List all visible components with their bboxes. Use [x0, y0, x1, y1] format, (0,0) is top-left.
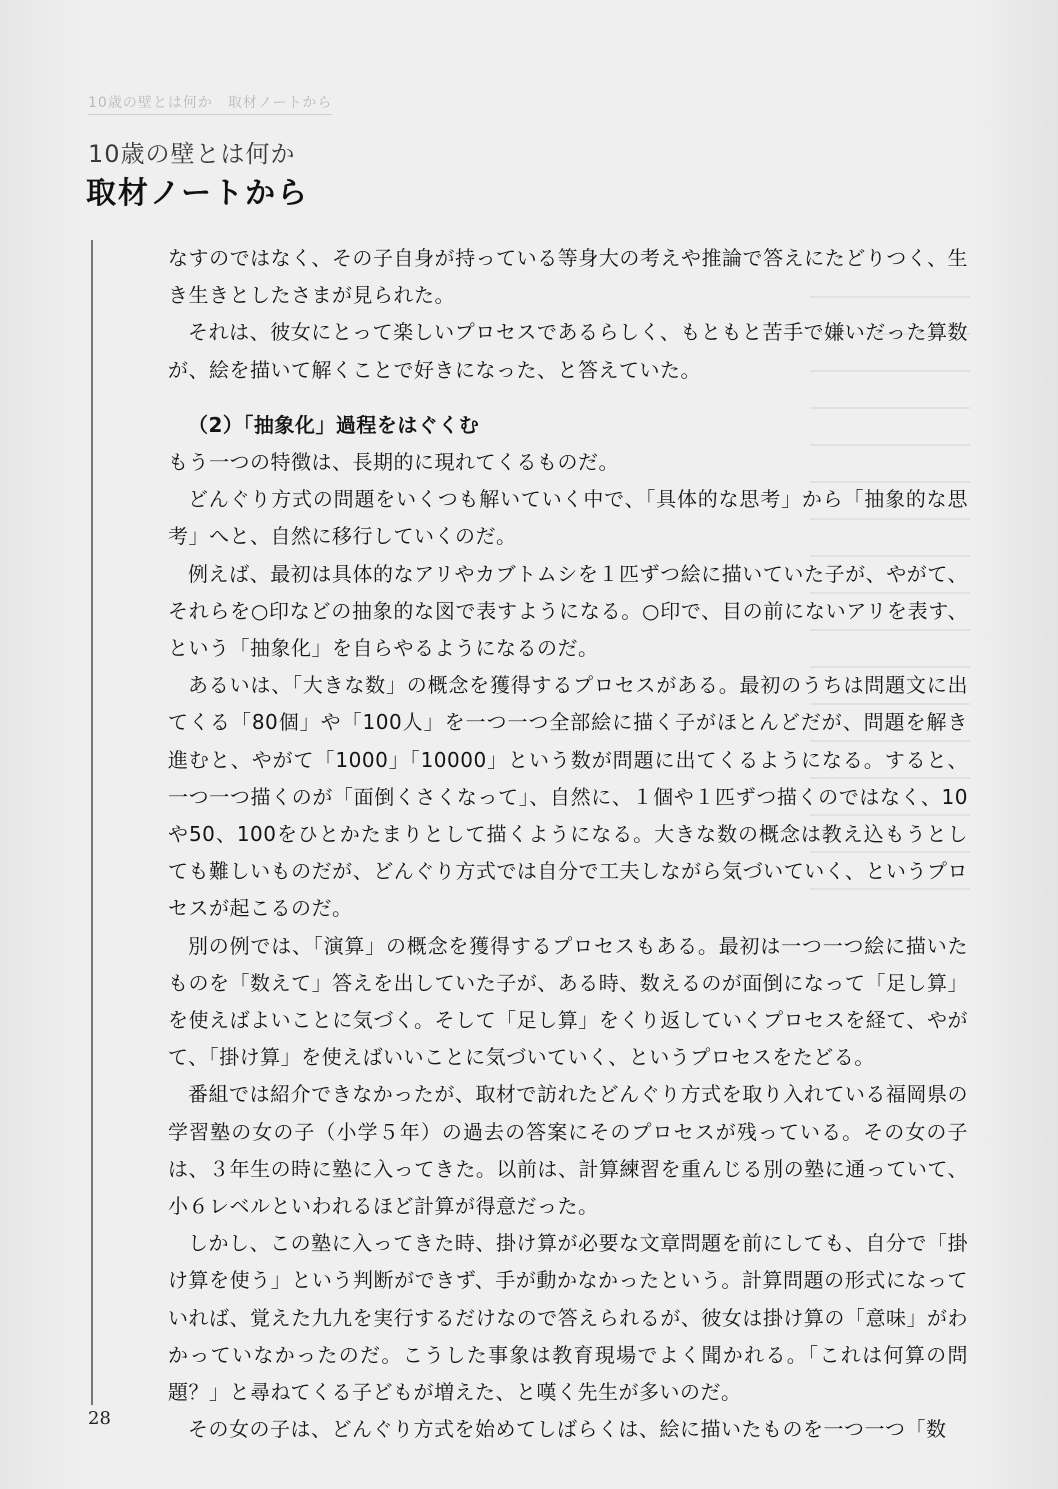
paragraph-3: もう一つの特徴は、長期的に現れてくるものだ。: [168, 450, 619, 475]
section-title: 取材ノートから: [86, 176, 310, 211]
paragraph-9: しかし、この塾に入ってきた時、掛け算が必要な文章問題を前にしても、自分で「掛け算を使う」という判断ができず、手が動かなかったという。計算問題の形式になっていれば、覚えた九九を実行するだけなので答えられるが、彼女は掛け算の「意味」がわかっていなかったのだ。こうした事象は教育現場でよく聞かれる。「これは何算の問題？」と尋ねてくる子どもが増えた、と嘆く先生が多いのだ。: [168, 1231, 968, 1405]
paragraph-4: どんぐり方式の問題をいくつも解いていく中で、「具体的な思考」から「抽象的な思考」へと、自然に移行していくのだ。: [168, 487, 968, 549]
paragraph-2: それは、彼女にとって楽しいプロセスであるらしく、もともと苦手で嫌いだった算数が、絵を描いて解くことで好きになった、と答えていた。: [168, 320, 968, 382]
section-subtitle: 10歳の壁とは何か: [88, 140, 296, 168]
subsection-heading: （2）「抽象化」過程をはぐくむ: [188, 412, 480, 437]
paragraph-1: なすのではなく、その子自身が持っている等身大の考えや推論で答えにたどりつく、生き生きとしたさまが見られた。: [168, 246, 968, 308]
vertical-rule: [91, 240, 93, 1405]
page-number: 28: [88, 1408, 111, 1429]
paragraph-6: あるいは、「大きな数」の概念を獲得するプロセスがある。最初のうちは問題文に出てくる「80個」や「100人」を一つ一つ全部絵に描く子がほとんどだが、問題を解き進むと、やがて「1000」「10000」という数が問題に出てくるようになる。すると、一つ一つ描くのが「面倒くさくなって」、自然に、１個や１匹ずつ描くのではなく、10や50、100をひとかたまりとして描くようになる。大きな数の概念は教え込もうとしても難しいものだが、どんぐり方式では自分で工夫しながら気づいていく、というプロセスが起こるのだ。: [168, 673, 968, 921]
paragraph-5: 例えば、最初は具体的なアリやカブトムシを１匹ずつ絵に描いていた子が、やがて、それらを○印などの抽象的な図で表すようになる。○印で、目の前にないアリを表す、という「抽象化」を自らやるようになるのだ。: [168, 561, 968, 661]
paragraph-8: 番組では紹介できなかったが、取材で訪れたどんぐり方式を取り入れている福岡県の学習塾の女の子（小学５年）の過去の答案にそのプロセスが残っている。その女の子は、３年生の時に塾に入ってきた。以前は、計算練習を重んじる別の塾に通っていて、小６レベルといわれるほど計算が得意だった。: [168, 1082, 968, 1219]
paragraph-10: その女の子は、どんぐり方式を始めてしばらくは、絵に描いたものを一つ一つ「数: [188, 1417, 947, 1442]
body-text: [168, 240, 968, 1449]
paragraph-7: 別の例では、「演算」の概念を獲得するプロセスもある。最初は一つ一つ絵に描いたものを「数えて」答えを出していた子が、ある時、数えるのが面倒になって「足し算」を使えばよいことに気づく。そして「足し算」をくり返していくプロセスを経て、やがて、「掛け算」を使えばいいことに気づいていく、というプロセスをたどる。: [168, 933, 968, 1070]
running-header: 10歳の壁とは何か 取材ノートから: [88, 92, 332, 115]
